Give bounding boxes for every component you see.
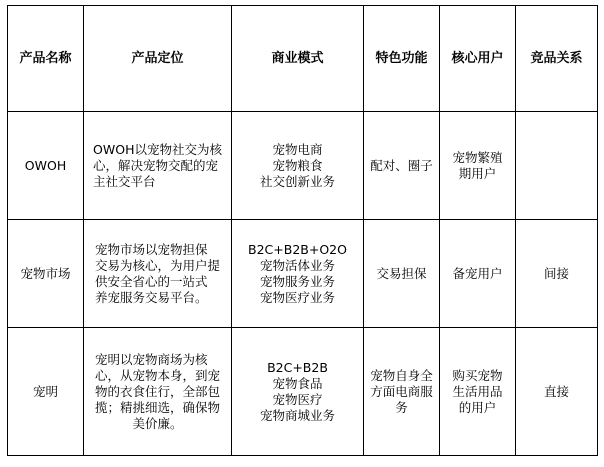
cell-business-model: B2C+B2B+O2O 宠物活体业务 宠物服务业务 宠物医疗业务 bbox=[232, 220, 364, 328]
cell-business-model: B2C+B2B 宠物食品 宠物医疗 宠物商城业务 bbox=[232, 328, 364, 456]
cell-product-name: OWOH bbox=[8, 112, 84, 220]
cell-core-users: 备宠用户 bbox=[440, 220, 516, 328]
header-positioning: 产品定位 bbox=[84, 6, 232, 112]
cell-product-name: 宠物市场 bbox=[8, 220, 84, 328]
cell-positioning: OWOH以宠物社交为核 心，解决宠物交配的宠 主社交平台 bbox=[84, 112, 232, 220]
competitor-comparison-table bbox=[7, 5, 598, 456]
header-competitor-relation: 竞品关系 bbox=[516, 6, 598, 112]
cell-core-users: 宠物繁殖 期用户 bbox=[440, 112, 516, 220]
header-core-users: 核心用户 bbox=[440, 6, 516, 112]
cell-competitor-relation: 直接 bbox=[516, 328, 598, 456]
cell-product-name: 宠明 bbox=[8, 328, 84, 456]
cell-features: 宠物自身全 方面电商服 务 bbox=[364, 328, 440, 456]
header-business-model: 商业模式 bbox=[232, 6, 364, 112]
header-features: 特色功能 bbox=[364, 6, 440, 112]
cell-competitor-relation bbox=[516, 112, 598, 220]
cell-core-users: 购买宠物 生活用品 的用户 bbox=[440, 328, 516, 456]
cell-positioning: 宠明以宠物商场为核 心，从宠物本身，到宠 物的衣食住行，全部包 揽；精挑细选，确保物 美价廉。 bbox=[84, 328, 232, 456]
cell-features: 交易担保 bbox=[364, 220, 440, 328]
header-product-name: 产品名称 bbox=[8, 6, 84, 112]
cell-competitor-relation: 间接 bbox=[516, 220, 598, 328]
table-row bbox=[8, 220, 598, 328]
cell-business-model: 宠物电商 宠物粮食 社交创新业务 bbox=[232, 112, 364, 220]
table-row bbox=[8, 328, 598, 456]
cell-positioning: 宠物市场以宠物担保 交易为核心，为用户提 供安全省心的一站式 养宠服务交易平台。 bbox=[84, 220, 232, 328]
table-row bbox=[8, 112, 598, 220]
cell-features: 配对、圈子 bbox=[364, 112, 440, 220]
header-row bbox=[8, 6, 598, 112]
